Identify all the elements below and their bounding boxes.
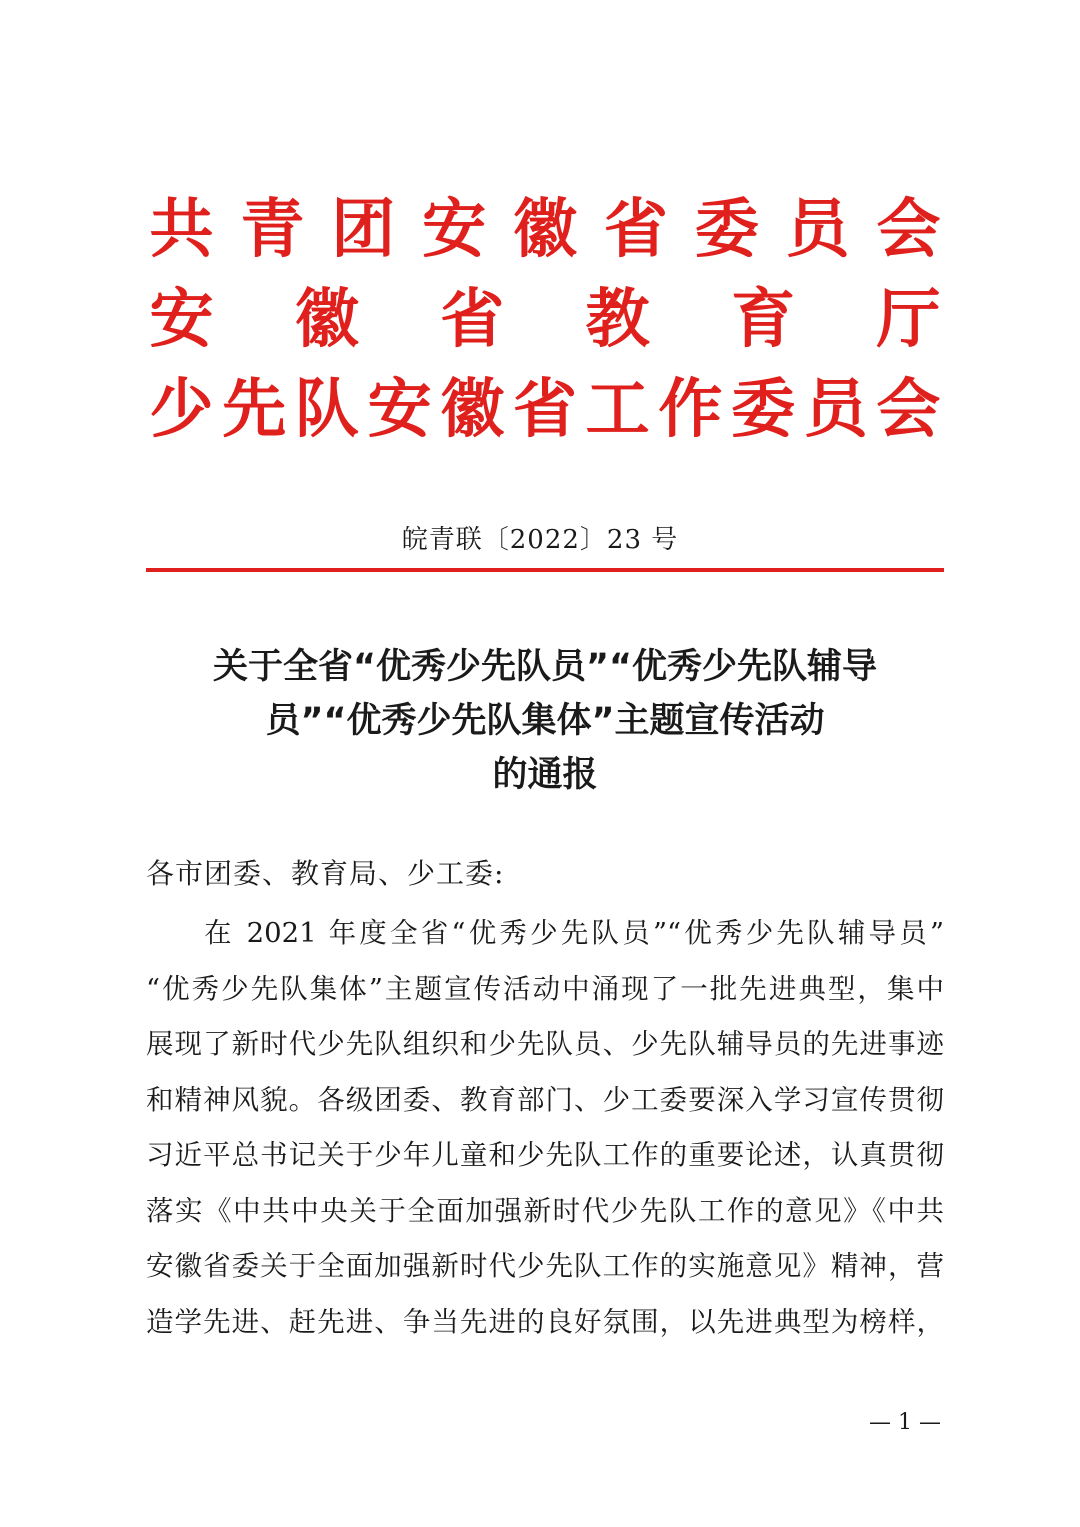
header-char: 会 (876, 373, 942, 447)
issuing-organizations-header (148, 185, 943, 455)
header-char: 委 (694, 193, 760, 267)
body-line: 习近平总书记关于少年儿童和少先队工作的重要论述，认真贯彻 (146, 1139, 944, 1171)
header-char: 安 (149, 283, 215, 357)
page-number: — 1 — (869, 1410, 941, 1435)
header-char: 会 (876, 193, 942, 267)
header-char: 员 (785, 193, 851, 267)
body-paragraph (146, 906, 944, 1350)
body-line: 造学先进、赶先进、争当先进的良好氛围，以先进典型为榜样， (146, 1305, 944, 1338)
header-char: 徽 (440, 373, 506, 447)
title-line-2: 员”“优秀少先队集体”主题宣传活动 (265, 701, 825, 741)
body-line: 落实《中共中央关于全面加强新时代少先队工作的意见》《中共 (146, 1194, 944, 1227)
header-char: 徽 (294, 283, 360, 357)
document-number: 皖青联〔2022〕23 号 (401, 525, 679, 555)
document-title (140, 640, 950, 802)
header-char: 队 (294, 373, 360, 447)
body-line: 安徽省委关于全面加强新时代少先队工作的实施意见》精神，营 (146, 1250, 944, 1282)
body-line: 展现了新时代少先队组织和少先队员、少先队辅导员的先进事迹 (146, 1028, 944, 1060)
body-line: 在 2021 年度全省“优秀少先队员”“优秀少先队辅导员” (204, 917, 944, 949)
header-line-3 (148, 365, 943, 455)
header-char: 省 (603, 193, 669, 267)
header-char: 先 (222, 373, 288, 447)
header-char: 团 (331, 193, 397, 267)
header-char: 徽 (513, 193, 578, 267)
body-line: “优秀少先队集体”主题宣传活动中涌现了一批先进典型，集中 (146, 972, 944, 1005)
header-char: 委 (731, 373, 796, 447)
title-line-3: 的通报 (492, 755, 598, 795)
header-char: 青 (240, 193, 306, 267)
header-char: 厅 (876, 283, 942, 357)
header-line-2 (148, 275, 943, 365)
header-char: 安 (422, 193, 488, 267)
title-line-1: 关于全省“优秀少先队员”“优秀少先队辅导 (212, 647, 877, 687)
salutation: 各市团委、教育局、少工委: (146, 857, 505, 890)
header-char: 教 (585, 283, 651, 357)
header-char: 员 (803, 373, 869, 447)
header-char: 共 (149, 193, 215, 267)
header-char: 省 (512, 373, 578, 447)
header-line-1 (148, 185, 943, 275)
header-char: 安 (367, 373, 433, 447)
red-divider-rule (146, 568, 944, 572)
header-char: 省 (440, 283, 506, 357)
header-char: 作 (658, 373, 724, 447)
body-line: 和精神风貌。各级团委、教育部门、少工委要深入学习宣传贯彻 (146, 1083, 944, 1116)
header-char: 育 (731, 283, 797, 357)
header-char: 少 (149, 373, 215, 447)
header-char: 工 (585, 373, 651, 447)
